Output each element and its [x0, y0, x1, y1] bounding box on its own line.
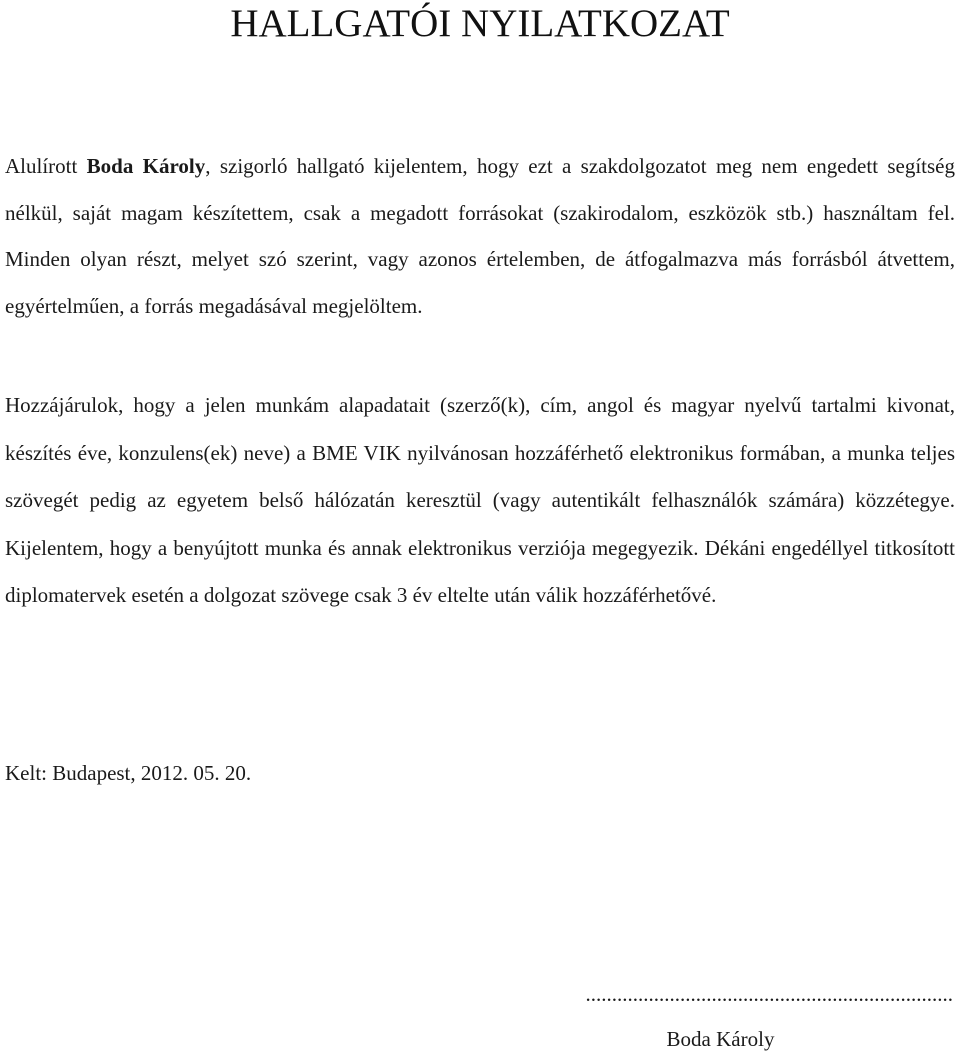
paragraph-1-text: , szigorló hallgató kijelentem, hogy ezt a szakdolgozatot meg nem engedett segítség nélkül, saját magam készítettem, csak a megadott forrásokat (szakirodalom, eszközök stb.) használtam fel. Minden olyan részt, melyet szó szerint, vagy azonos értelemben, de átfogalmazva más forrásból átvettem, egyértelműen, a forrás megadásával megjelöltem. — [5, 154, 955, 318]
declaration-paragraph-1 — [5, 143, 955, 329]
document-title: HALLGATÓI NYILATKOZAT — [230, 2, 730, 45]
signer-name: Boda Károly — [666, 1027, 775, 1051]
signature-line: ...................................................................... — [585, 982, 953, 1006]
declaration-paragraph-2: Hozzájárulok, hogy a jelen munkám alapadatait (szerző(k), cím, angol és magyar nyelvű tartalmi kivonat, készítés éve, konzulens(ek) neve) a BME VIK nyilvánosan hozzáférhető elektronikus formában, a munka teljes szövegét pedig az egyetem belső hálózatán keresztül (vagy autentikált felhasználók számára) közzétegye. Kijelentem, hogy a benyújtott munka és annak elektronikus verziója megegyezik. Dékáni engedéllyel titkosított diplomatervek esetén a dolgozat szövege csak 3 év eltelte után válik hozzáférhetővé. — [5, 393, 955, 607]
intro-text: Alulírott — [5, 154, 87, 178]
date-line: Kelt: Budapest, 2012. 05. 20. — [5, 761, 252, 785]
student-name: Boda Károly — [86, 154, 206, 178]
